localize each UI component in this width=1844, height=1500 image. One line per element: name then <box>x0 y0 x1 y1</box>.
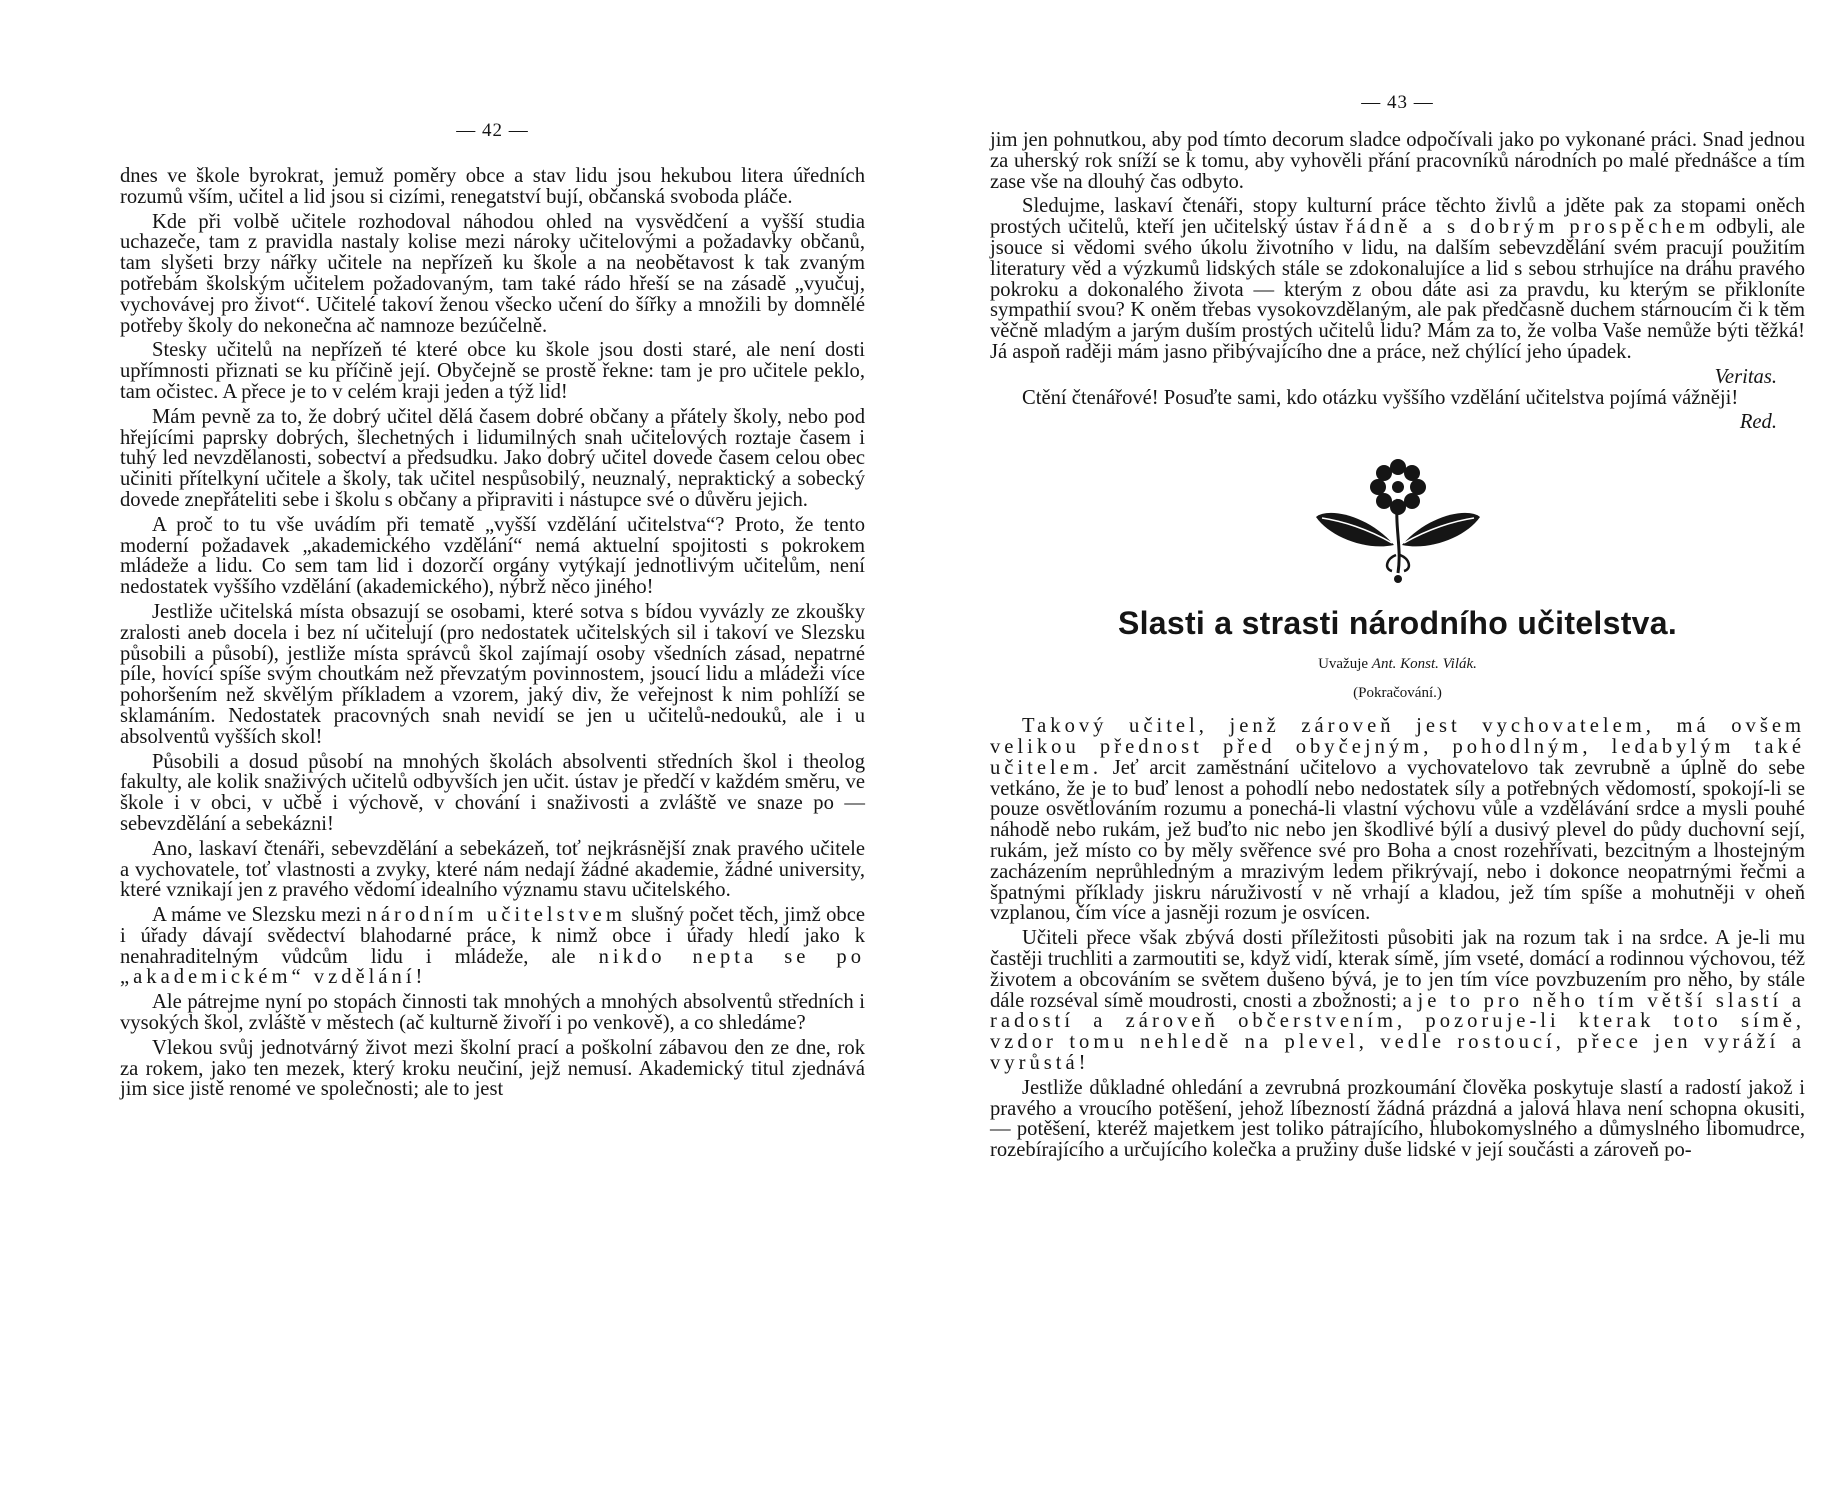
article-title: Slasti a strasti národního učitelstva. <box>1117 605 1678 642</box>
left-page <box>120 0 865 1104</box>
paragraph: Ano, laskaví čtenáři, sebevzdělání a sebekázeň, toť nejkrásnější znak pravého učitele a vychovatele, toť vlastnosti a zvyky, které nám nedají žádné akademie, žádné university, které vznikají jen z pravého vědomí idealního významu stavu učitelského. <box>120 837 865 902</box>
paragraph: Ctění čtenářové! Posuďte sami, kdo otázku vyššího vzdělání učitelstva pojímá vážněji! <box>1022 386 1739 409</box>
right-page <box>990 0 1805 1165</box>
paragraph: dnes ve škole byrokrat, jemuž poměry obce a stav lidu jsou hekubou litera úředních rozumů vším, učitel a lid jsou si cizími, renegatství bují, občanská svoboda pláče. <box>120 165 865 208</box>
right-page-body <box>990 130 1805 433</box>
signature-line <box>990 367 1805 388</box>
paragraph: Jestliže učitelská místa obsazují se osobami, které sotva s bídou vyvázly ze zkoušky zralosti aneb docela i bez ní učitelují (pro nedostatek učitelských sil i takoví ve Slezsku působili a působí), jestliže místa správců škol zajímají osoby všedních zásad, nepatrné píle, hovící spíše svým choutkám než převzatým povinnostem, jsoucí lidu a mládeži více pohoršením než skvělým příkladem a vzorem, jaký div, že veřejnost k nim pohlíží se sklamáním. Nedostatek pracovných snah nevidí se jen u učitelů-nedouků, ale i u absolventů vyšších skol! <box>120 600 865 748</box>
paragraph: Stesky učitelů na nepřízeň té které obce ku škole jsou dosti staré, ale není dosti upřímnosti přiznati se ku příčině její. Obyčejně se prostě řekne: tam je pro učitele peklo, tam očistec. A přece je to v celém kraji jeden a týž lid! <box>120 339 865 403</box>
page-number: — 42 — <box>456 120 529 141</box>
paragraph: Sledujme, laskaví čtenáři, stopy kulturní práce těchto živlů a jděte pak za stopami oněch prostých učitelů, kteří jen učitelský ústav řádně a s dobrým prospěchem odbyli, ale jsouce si vědomi svého úkolu životního v lidu, na dalším sebevzdělání svém pracují použitím literatury věd a výzkumů lidských stále se zdokonalujíce a lid s sebou strhujíce na dráhu pravého pokroku a dokonalého života — kterým z obou dáte asi za pravdu, ku kterým se přikloníte sympathií svou? K oněm třebas vysokovzdělaným, ale pak předčasně duchem stárnoucím či k těm věčně mladým a jarým duším prostých učitelů lidu? Mám za to, že volba Vaše nemůže býti těžká! Já aspoň raději mám jasno přibývajícího dne a práce, než chýlící jeho úpadek. <box>990 195 1805 363</box>
paragraph: Takový učitel, jenž zároveň jest vychovatelem, má ovšem velikou přednost před obyčejným, pohodlným, ledabylým také učitelem. Jeť arcit zaměstnání učitelovo a vychovatelovo tak zevrubně a úplně do sebe vetkáno, že je to buď lenost a pohodlí nebo nedostatek síly a potřebných vědomostí, spokojí-li se pouze osvětlováním rozumu a ponechá-li vlastní výchovu vůle a vzdělávání srdce a mysli pouhé náhodě nebo rukám, jež buďto nic nebo jen škodlivé býlí a dusivý plevel do půdy duchovní sejí, rukám, jež místo co by měly svěřence své pro Boha a cnost rozehřívati, bezcitným a lhostejným zacházením neprůhledným a mrazivým ledem přikrývají, nebo i dokonce neopatrnými řečmi a špatnými příklady jiskru náruživostí v ně vrhají a kladou, jež tím spíše a mohutněji v oheň vzplanou, čím více a jasněji rozum je osvícen. <box>990 715 1805 925</box>
paragraph: Působili a dosud působí na mnohých školách absolventi středních škol i theolog fakulty, ale kolik snaživých učitelů odbyvších jen učit. ústav je předčí v každém směru, ve škole i v obci, v učbě i výchově, v chování i snaživosti a zvláště ve snaze po — sebevzdělání a sebekázni! <box>120 750 865 835</box>
paragraph: Mám pevně za to, že dobrý učitel dělá časem dobré občany a přátely školy, nebo pod hřejícími paprsky dobrých, šlechetných i lidumilných snah učitelových roztaje časem i tuhý led nevzdělanosti, sobectví a předsudku. Jako dobrý učitel dovede časem celou obec učiniti přítelkyní učitele a školy, tak učitel nespůsobilý, neuznalý, nepraktický a sobecký dovede znepřáteliti sebe i školu s občany a připraviti i nástupce své o důvěru jejich. <box>120 405 865 511</box>
signature: Red. <box>1739 411 1777 434</box>
paragraph: Jestliže důkladné ohledání a zevrubná prozkoumání člověka poskytuje slastí a radostí jakož i pravého a vroucího potěšení, jehož líbezností žádná prázdná a jalová hlava není schopna okusiti, — potěšení, kteréž majetkem jest toliko pátrajícího, hlubokomyslného a důmyslného libomudrce, rozebírajícího a určujícího kolečka a pružiny duše lidské v její součásti a zároveň po- <box>990 1076 1805 1162</box>
page-number: — 43 — <box>1361 92 1434 113</box>
paragraph: Vlekou svůj jednotvárný život mezi školní prací a poškolní zábavou den ze dne, rok za rokem, jako ten mezek, který kroku neučiní, jejž nemusí. Akademický titul zjednává jim sice jistě renomé ve společnosti; ale to jest <box>120 1036 865 1101</box>
paragraph: A proč to tu vše uvádím při tematě „vyšší vzdělání učitelstva“? Proto, že tento moderní požadavek „akademického vzdělání“ nemá aktuelní spojitosti s pokrokem mládeže a lidu. Co sem tam lid i dozorčí orgány vytýkají jednotlivým učitelům, není nedostatek vyššího vzdělání (akademického), nýbrž něco jiného! <box>120 513 865 599</box>
paragraph: jim jen pohnutkou, aby pod tímto decorum sladce odpočívali jako po vykonané práci. Snad jednou za uherský rok sníží se k tomu, aby vyhověli přání pracovníků národních po malé přednášce a tím zase vše na dlouhý čas odbyto. <box>990 129 1805 193</box>
continuation-note: (Pokračování.) <box>1353 685 1442 702</box>
paragraph: Kde při volbě učitele rozhodoval náhodou ohled na vysvědčení a vyšší studia uchazeče, tam z pravidla nastaly kolise mezi nároky učitelovými a požadavky občanů, tam slyšeti brzy nářky učitele na nepřízeň ku škole a na neobětavost k tak zvaným potřebám školským učitelem požadovaným, tam také rádo hřeší se na zásadě „vyučuj, vychovávej pro život“. Učitelé takoví ženou všecko učení do šířky a množili by domnělé potřeby školy do nekonečna ač namnoze bezúčelně. <box>120 210 865 337</box>
byline: Uvažuje Ant. Konst. Vilák. <box>1318 656 1477 673</box>
paragraph: Učiteli přece však zbývá dosti příležitosti působiti jak na rozum tak i na srdce. A je-li mu častěji truchliti a zarmoutiti se, když vidí, kterak símě, jím vseté, domácí a rodinnou výchovou, též životem a obcováním se světem dušeno bývá, je to jen tím více povzbuzením pro něho, by stále dále rozséval símě moudrosti, cnosti a zbožnosti; a je to pro něho tím větší slastí a radostí a zároveň občerstvením, pozoruje-li kterak toto símě, vzdor tomu nehledě na plevel, vedle rostoucí, přece jen vyráží a vyrůstá! <box>990 927 1806 1074</box>
paragraph: A máme ve Slezsku mezi národním učitelstvem slušný počet těch, jimž obce i úřady dávají svědectví blahodarné práce, k nimž obce i úřady hledí jako k nenahraditelným vůdcům lidu i mládeže, ale nikdo nepta se po „akademickém“ vzdělání! <box>120 904 865 989</box>
left-page-body <box>120 166 865 1100</box>
author-name: Ant. Konst. Vilák. <box>1371 656 1477 673</box>
article-body <box>990 716 1805 1161</box>
signature-line <box>990 412 1805 433</box>
flower-ornament-icon <box>1308 455 1488 585</box>
signature: Veritas. <box>1714 365 1777 388</box>
paragraph: Ale pátrejme nyní po stopách činnosti tak mnohých a mnohých absolventů středních i vysokých škol, zvláště v městech (ač kulturně živoří i po venkově), a co shledáme? <box>120 991 865 1035</box>
